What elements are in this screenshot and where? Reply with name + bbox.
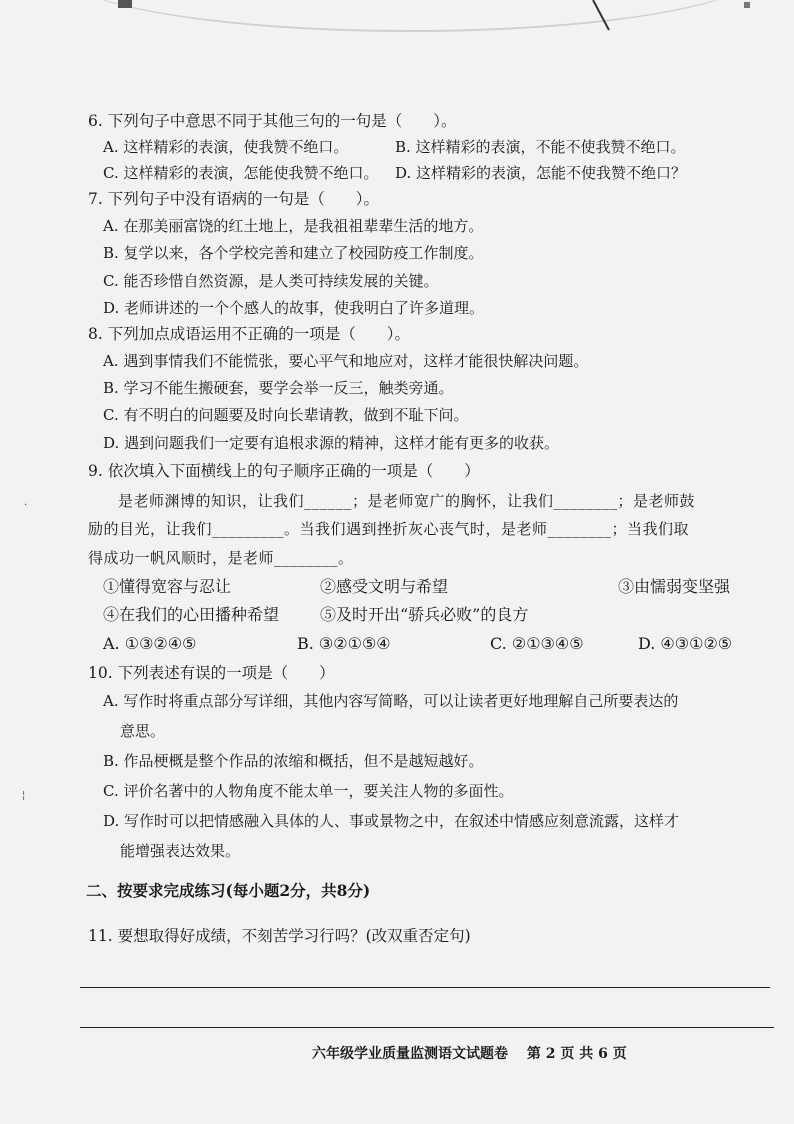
question-10-option-d-cont: 能增强表达效果。: [120, 842, 241, 860]
question-8-option-a: A. 遇到事情我们不能慌张，要心平气和地应对，这样才能很快解决问题。: [103, 352, 589, 370]
question-7-option-d: D. 老师讲述的一个个感人的故事，使我明白了许多道理。: [103, 299, 485, 317]
question-9-sentence-4: ④在我们的心田播种希望: [103, 605, 280, 624]
question-6-option-b: B. 这样精彩的表演，不能不使我赞不绝口。: [395, 138, 686, 156]
question-9-sentence-3: ③由懦弱变坚强: [618, 577, 731, 596]
question-9-sentence-1: ①懂得宽容与忍让: [103, 577, 232, 596]
question-9-sentence-5: ⑤及时开出“骄兵必败”的良方: [320, 605, 529, 624]
question-11-stem: 11. 要想取得好成绩，不刻苦学习行吗？(改双重否定句): [88, 927, 471, 945]
question-9-passage-line: 得成功一帆风顺时，是老师________。: [88, 549, 354, 567]
scan-dot: ¦: [22, 790, 26, 801]
question-7-option-b: B. 复学以来，各个学校完善和建立了校园防疫工作制度。: [103, 244, 484, 262]
question-9-option-c: C. ②①③④⑤: [490, 634, 584, 653]
question-10-option-d: D. 写作时可以把情感融入具体的人、事或景物之中，在叙述中情感应刻意流露，这样才: [103, 812, 680, 830]
question-6-option-c: C. 这样精彩的表演，怎能使我赞不绝口。: [103, 164, 379, 182]
question-9-passage-line: 是老师渊博的知识，让我们______；是老师宽广的胸怀，让我们________；是老师鼓: [118, 492, 696, 510]
question-10-option-a: A. 写作时将重点部分写详细，其他内容写简略，可以让读者更好地理解自己所要表达的: [103, 692, 679, 710]
question-8-stem: 8. 下列加点成语运用不正确的一项是（ ）。: [88, 325, 410, 343]
question-10-option-a-cont: 意思。: [120, 722, 166, 740]
question-9-option-d: D. ④③①②⑤: [638, 634, 733, 653]
scan-dot: ·: [24, 500, 28, 511]
question-10-stem: 10. 下列表述有误的一项是（ ）: [88, 664, 335, 682]
question-9-passage-line: 励的目光，让我们_________。当我们遇到挫折灰心丧气时，是老师________；当我们取: [88, 520, 690, 538]
scan-mark: [118, 0, 132, 8]
question-7-option-a: A. 在那美丽富饶的红土地上，是我祖祖辈辈生活的地方。: [103, 217, 484, 235]
question-9-sentence-2: ②感受文明与希望: [320, 577, 449, 596]
question-6-option-a: A. 这样精彩的表演，使我赞不绝口。: [103, 138, 349, 156]
question-8-option-b: B. 学习不能生搬硬套，要学会举一反三，触类旁通。: [103, 379, 454, 397]
footer-title: 六年级学业质量监测语文试题卷: [312, 1046, 508, 1062]
question-6-stem: 6. 下列句子中意思不同于其他三句的一句是（ ）。: [88, 112, 457, 130]
answer-line: [80, 987, 770, 988]
question-9-stem: 9. 依次填入下面横线上的句子顺序正确的一项是（ ）: [88, 462, 480, 480]
question-10-option-b: B. 作品梗概是整个作品的浓缩和概括，但不是越短越好。: [103, 752, 484, 770]
page-footer: [312, 1043, 641, 1063]
section-2-heading: 二、按要求完成练习(每小题2分，共8分): [86, 881, 371, 900]
question-8-option-d: D. 遇到问题我们一定要有追根求源的精神，这样才能有更多的收获。: [103, 434, 560, 452]
question-6-option-d: D. 这样精彩的表演，怎能不使我赞不绝口？: [395, 164, 687, 182]
question-7-option-c: C. 能否珍惜自然资源，是人类可持续发展的关键。: [103, 272, 439, 290]
question-9-option-a: A. ①③②④⑤: [103, 634, 197, 653]
question-9-option-b: B. ③②①⑤④: [297, 634, 391, 653]
question-8-option-c: C. 有不明白的问题要及时向长辈请教，做到不耻下问。: [103, 406, 469, 424]
footer-page-number: 第 2 页 共 6 页: [526, 1046, 627, 1062]
footer-rule: [80, 1027, 774, 1028]
scan-mark: [744, 2, 750, 8]
question-7-stem: 7. 下列句子中没有语病的一句是（ ）。: [88, 190, 379, 208]
page-edge-arc: [60, 0, 760, 32]
question-10-option-c: C. 评价名著中的人物角度不能太单一，要关注人物的多面性。: [103, 782, 514, 800]
